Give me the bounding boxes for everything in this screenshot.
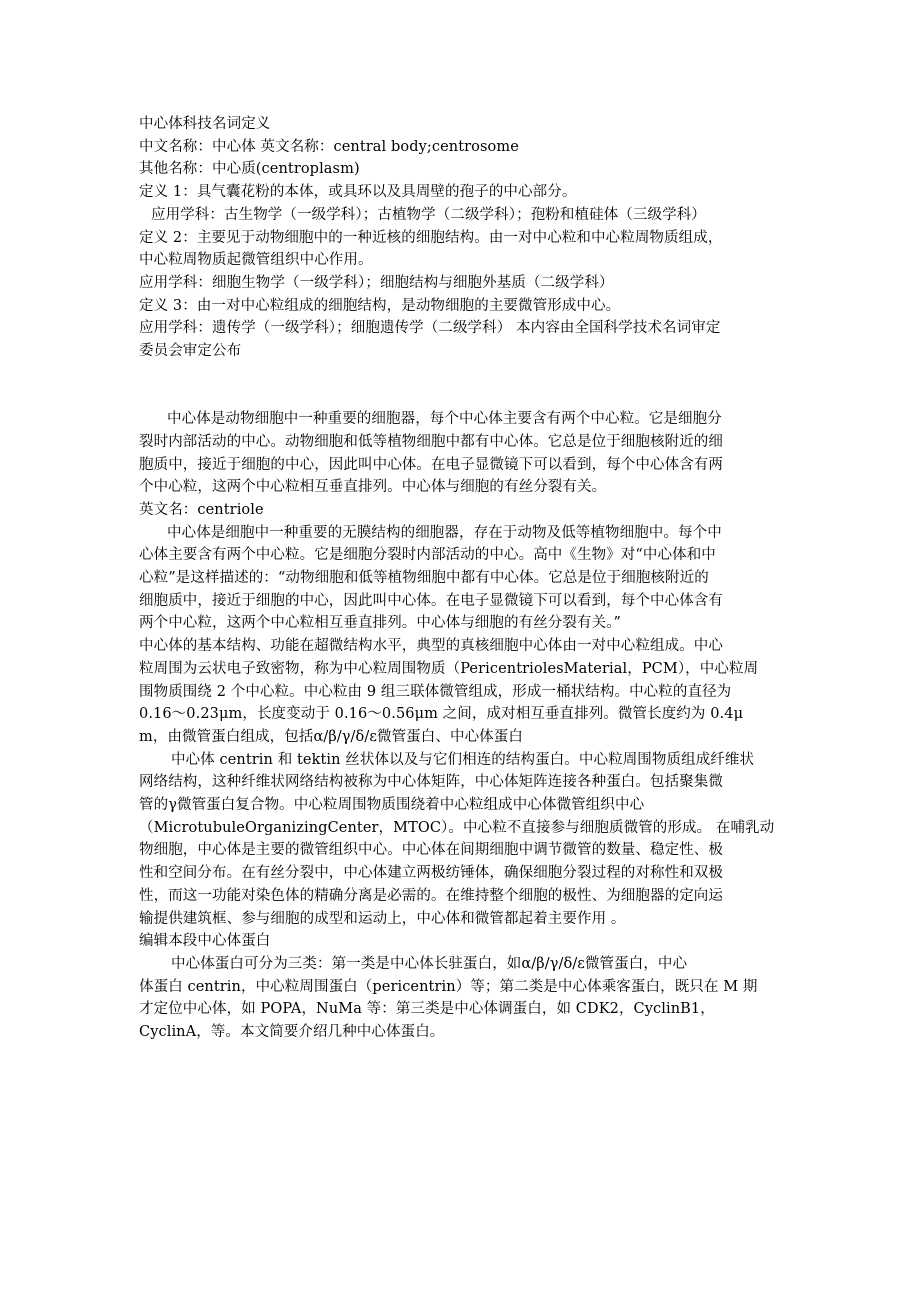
text-line: 输提供建筑框、参与细胞的成型和运动上，中心体和微管都起着主要作用 。 — [139, 910, 626, 927]
text-line: 粒周围为云状电子致密物，称为中心粒周围物质（PericentriolesMaterial，PCM），中心粒周 — [139, 660, 759, 677]
text-line: 其他名称：中心质(centroplasm) — [139, 161, 360, 178]
text-line: 中心体是动物细胞中一种重要的细胞器，每个中心体主要含有两个中心粒。它是细胞分 — [167, 411, 722, 428]
text-line: 体蛋白 centrin，中心粒周围蛋白（pericentrin）等；第二类是中心体乘客蛋白，既只在 M 期 — [139, 978, 758, 995]
text-line: 应用学科：细胞生物学（一级学科）；细胞结构与细胞外基质（二级学科） — [139, 274, 614, 291]
text-line: 中心体的基本结构、功能在超微结构水平，典型的真核细胞中心体由一对中心粒组成。中心 — [139, 638, 723, 655]
text-line: 裂时内部活动的中心。动物细胞和低等植物细胞中都有中心体。它总是位于细胞核附近的细 — [139, 433, 723, 450]
text-line: 性和空间分布。在有丝分裂中，中心体建立两极纺锤体，确保细胞分裂过程的对称性和双极 — [139, 865, 723, 882]
text-line: 个中心粒，这两个中心粒相互垂直排列。中心体与细胞的有丝分裂有关。 — [139, 479, 607, 496]
text-line: 两个中心粒，这两个中心粒相互垂直排列。中心体与细胞的有丝分裂有关。” — [139, 615, 622, 632]
text-line: 围物质围绕 2 个中心粒。中心粒由 9 组三联体微管组成，形成一桶状结构。中心粒的直径为 — [139, 683, 732, 700]
text-line: 定义 2：主要见于动物细胞中的一种近核的细胞结构。由一对中心粒和中心粒周物质组成， — [139, 229, 723, 246]
text-line: 物细胞，中心体是主要的微管组织中心。中心体在间期细胞中调节微管的数量、稳定性、极 — [139, 842, 723, 859]
text-line: 中心体 centrin 和 tektin 丝状体以及与它们相连的结构蛋白。中心粒周围物质组成纤维状 — [171, 751, 755, 768]
text-line: 网络结构，这种纤维状网络结构被称为中心体矩阵，中心体矩阵连接各种蛋白。包括聚集微 — [139, 774, 723, 791]
text-line: 中文名称：中心体 英文名称：central body;centrosome — [139, 138, 519, 155]
text-line: 胞质中，接近于细胞的中心，因此叫中心体。在电子显微镜下可以看到，每个中心体含有两 — [139, 456, 723, 473]
text-line: 委员会审定公布 — [139, 343, 242, 360]
document-body — [139, 113, 787, 1044]
text-line: 0.16～0.23μm，长度变动于 0.16～0.56μm 之间，成对相互垂直排列。微管长度约为 0.4μ — [139, 706, 744, 723]
text-line: 英文名：centriole — [139, 501, 264, 518]
text-line: 中心粒周物质起微管组织中心作用。 — [139, 252, 373, 269]
text-line: 中心体是细胞中一种重要的无膜结构的细胞器，存在于动物及低等植物细胞中。每个中 — [167, 524, 722, 541]
text-line: 细胞质中，接近于细胞的中心，因此叫中心体。在电子显微镜下可以看到，每个中心体含有 — [139, 592, 723, 609]
text-line: 性，而这一功能对染色体的精确分离是必需的。在维持整个细胞的极性、为细胞器的定向运 — [139, 887, 723, 904]
text-line: CyclinA，等。本文简要介绍几种中心体蛋白。 — [139, 1024, 445, 1041]
text-line: 心体主要含有两个中心粒。它是细胞分裂时内部活动的中心。高中《生物》对“中心体和中 — [139, 547, 716, 564]
text-line: 心粒”是这样描述的：“动物细胞和低等植物细胞中都有中心体。它总是位于细胞核附近的 — [139, 570, 709, 587]
text-line: m，由微管蛋白组成，包括α/β/γ/δ/ε微管蛋白、中心体蛋白 — [139, 728, 523, 745]
document-title: 中心体科技名词定义 — [139, 116, 271, 132]
text-line: 定义 3：由一对中心粒组成的细胞结构，是动物细胞的主要微管形成中心。 — [139, 297, 621, 314]
text-line: 才定位中心体，如 POPA，NuMa 等：第三类是中心体调蛋白，如 CDK2，CyclinB1， — [139, 1001, 715, 1018]
text-line: 管的γ微管蛋白复合物。中心粒周围物质围绕着中心粒组成中心体微管组织中心 — [139, 797, 645, 814]
text-line: 定义 1：具气囊花粉的本体，或具环以及具周壁的孢子的中心部分。 — [139, 184, 577, 201]
text-line: 应用学科：古生物学（一级学科）；古植物学（二级学科）；孢粉和植硅体（三级学科） — [151, 206, 706, 223]
text-line: 应用学科：遗传学（一级学科）；细胞遗传学（二级学科） 本内容由全国科学技术名词审定 — [139, 320, 721, 337]
blank-line — [139, 363, 787, 386]
text-line: 中心体蛋白可分为三类：第一类是中心体长驻蛋白，如α/β/γ/δ/ε微管蛋白，中心 — [171, 955, 688, 972]
section-heading: 编辑本段中心体蛋白 — [139, 933, 271, 950]
text-line: （MicrotubuleOrganizingCenter，MTOC）。中心粒不直接参与细胞质微管的形成。 在哺乳动 — [139, 819, 775, 836]
blank-line — [139, 385, 787, 408]
